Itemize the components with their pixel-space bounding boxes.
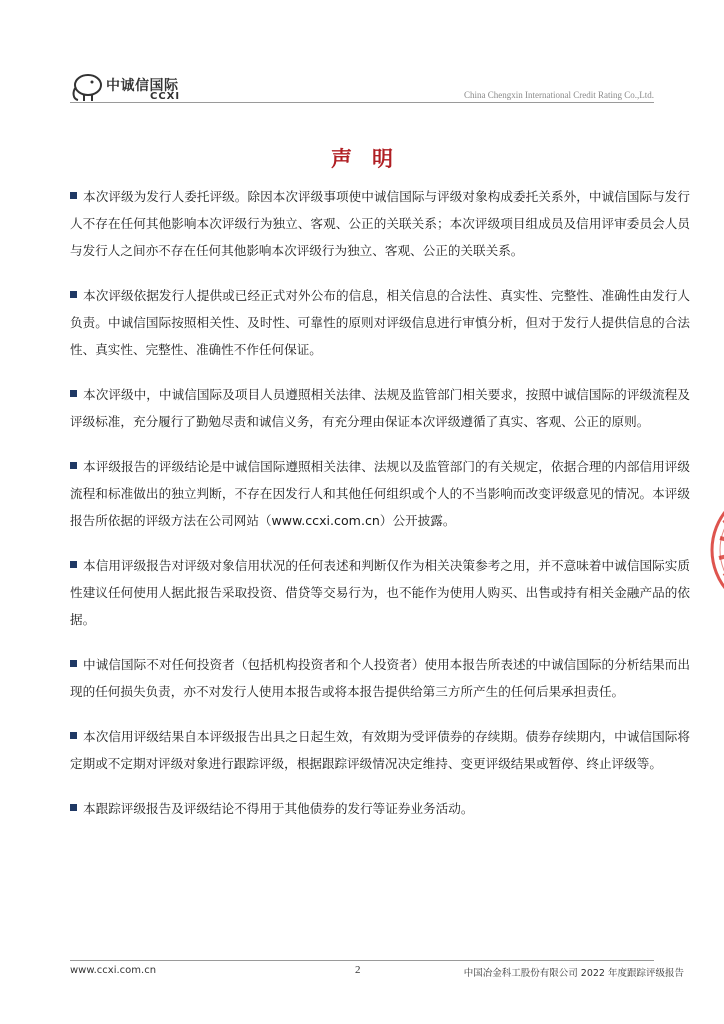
paragraph-text: 本次评级中，中诚信国际及项目人员遵照相关法律、法规及监管部门相关要求，按照中诚信国际的评级流程及评级标准，充分履行了勤勉尽责和诚信义务，有充分理由保证本次评级遵循了真实、客观、公正的原则。 — [70, 387, 690, 429]
square-bullet-icon — [70, 561, 77, 568]
logo-chinese-name: 中诚信国际 — [106, 78, 179, 94]
declaration-paragraph — [70, 795, 690, 822]
elephant-logo-icon — [70, 72, 104, 104]
declaration-paragraph — [70, 723, 690, 777]
square-bullet-icon — [70, 660, 77, 667]
declaration-body — [70, 183, 690, 840]
square-bullet-icon — [70, 291, 77, 298]
declaration-paragraph — [70, 381, 690, 435]
square-bullet-icon — [70, 462, 77, 469]
paragraph-text: 本跟踪评级报告及评级结论不得用于其他债券的发行等证券业务活动。 — [83, 801, 474, 816]
declaration-paragraph — [70, 183, 690, 264]
company-seal-stamp — [694, 480, 724, 620]
square-bullet-icon — [70, 390, 77, 397]
footer-divider — [70, 960, 654, 961]
paragraph-text: 本次评级为发行人委托评级。除因本次评级事项使中诚信国际与评级对象构成委托关系外，中诚信国际与发行人不存在任何其他影响本次评级行为独立、客观、公正的关联关系；本次评级项目组成员及信用评审委员会人员与发行人之间亦不存在任何其他影响本次评级行为独立、客观、公正的关联关系。 — [70, 189, 690, 258]
declaration-paragraph — [70, 282, 690, 363]
page-number: 2 — [355, 964, 361, 976]
page-title: 声明 — [331, 147, 413, 171]
footer-website: www.ccxi.com.cn — [70, 965, 157, 976]
company-english-name: China Chengxin International Credit Rating Co.,Ltd. — [464, 90, 654, 100]
declaration-paragraph — [70, 651, 690, 705]
square-bullet-icon — [70, 192, 77, 199]
footer-report-title: 中国冶金科工股份有限公司 2022 年度跟踪评级报告 — [463, 968, 684, 979]
paragraph-text: 本次信用评级结果自本评级报告出具之日起生效，有效期为受评债券的存续期。债券存续期内，中诚信国际将定期或不定期对评级对象进行跟踪评级，根据跟踪评级情况决定维持、变更评级结果或暂停、终止评级等。 — [70, 729, 690, 771]
header-divider — [70, 102, 654, 103]
square-bullet-icon — [70, 732, 77, 739]
square-bullet-icon — [70, 804, 77, 811]
logo-english-abbr: CCXI — [150, 91, 181, 102]
paragraph-text: 本次评级依据发行人提供或已经正式对外公布的信息，相关信息的合法性、真实性、完整性、准确性由发行人负责。中诚信国际按照相关性、及时性、可靠性的原则对评级信息进行审慎分析，但对于发行人提供信息的合法性、真实性、完整性、准确性不作任何保证。 — [70, 288, 690, 357]
declaration-paragraph — [70, 552, 690, 633]
paragraph-text: 中诚信国际不对任何投资者（包括机构投资者和个人投资者）使用本报告所表述的中诚信国际的分析结果而出现的任何损失负责，亦不对发行人使用本报告或将本报告提供给第三方所产生的任何后果承担责任。 — [70, 657, 690, 699]
paragraph-text: 本评级报告的评级结论是中诚信国际遵照相关法律、法规以及监管部门的有关规定，依据合理的内部信用评级流程和标准做出的独立判断，不存在因发行人和其他任何组织或个人的不当影响而改变评级意见的情况。本评级报告所依据的评级方法在公司网站（www.ccxi.com.cn）公开披露。 — [70, 459, 690, 528]
declaration-paragraph — [70, 453, 690, 534]
paragraph-text: 本信用评级报告对评级对象信用状况的任何表述和判断仅作为相关决策参考之用，并不意味着中诚信国际实质性建议任何使用人据此报告采取投资、借贷等交易行为，也不能作为使用人购买、出售或持有相关金融产品的依据。 — [70, 558, 690, 627]
